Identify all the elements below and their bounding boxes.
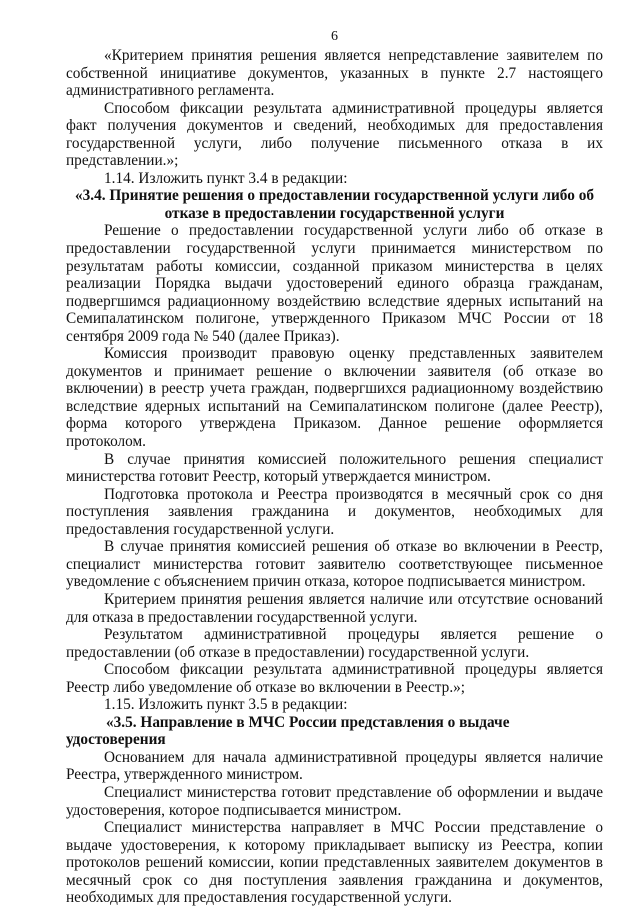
paragraph-submission-prep: Специалист министерства готовит представление об оформлении и выдаче удостоверения, которое подписывается министром. (66, 783, 603, 819)
paragraph-positive-decision: В случае принятия комиссией положительного решения специалист министерства готовит Реестр, который утверждается министром. (66, 450, 603, 486)
paragraph-result: Результатом административной процедуры является решение о предоставлении (об отказе в предоставлении) государственной услуги. (66, 626, 603, 661)
paragraph-item-1-15: 1.15. Изложить пункт 3.5 в редакции: (104, 696, 348, 714)
document-body (66, 47, 603, 907)
paragraph-decision: Решение о предоставлении государственной услуги либо об отказе в предоставлении государственной услуги принимается министерством по результатам работы комиссии, созданной приказом министерства в целях реализации Порядка выдачи удостоверений единого образца гражданам, подвергшимся радиационному воздействию вследствие ядерных испытаний на Семипалатинском полигоне, утвержденного Приказом МЧС России от 18 сентября 2009 года № 540 (далее Приказ). (66, 222, 603, 345)
paragraph-fixation-2: Способом фиксации результата административной процедуры является Реестр либо уведомление об отказе во включении в Реестр.»; (66, 661, 603, 696)
page-number: 6 (331, 29, 338, 44)
paragraph-refusal: В случае принятия комиссией решения об отказе во включении в Реестр, специалист министерства готовит заявителю соответствующее письменное уведомление с объяснением причин отказа, которое подписывается министром. (66, 538, 603, 591)
paragraph-fixation-1: Способом фиксации результата административной процедуры является факт получения документов и сведений, необходимых для предоставления государственной услуги, либо получение письменного отказа в их представлении.»; (66, 99, 603, 170)
paragraph-preparation: Подготовка протокола и Реестра производятся в месячный срок со дня поступления заявления гражданина и документов, необходимых для предоставления государственной услуги. (66, 485, 603, 538)
paragraph-item-1-14: 1.14. Изложить пункт 3.4 в редакции: (104, 169, 348, 187)
section-heading-3-4: «3.4. Принятие решения о предоставлении государственной услуги либо об отказе в предоставлении государственной услуги (74, 187, 595, 222)
paragraph-submission-send: Специалист министерства направляет в МЧС России представление о выдаче удостоверения, к которому прикладывает выписку из Реестра, копии протоколов решений комиссии, копии представленных заявителем документов в месячный срок со дня поступления заявления гражданина и документов, необходимых для предоставления государственной услуги. (66, 819, 603, 907)
paragraph-criterion-1: «Критерием принятия решения является непредставление заявителем по собственной инициативе документов, указанных в пункте 2.7 настоящего административного регламента. (66, 47, 603, 100)
paragraph-commission: Комиссия производит правовую оценку представленных заявителем документов и принимает решение о включении заявителя (об отказе во включении) в реестр учета граждан, подвергшихся радиационному воздействию вследствие ядерных испытаний на Семипалатинском полигоне (далее Реестр), форма которого утверждена Приказом. Данное решение оформляется протоколом. (66, 345, 603, 451)
paragraph-basis: Основанием для начала административной процедуры является наличие Реестра, утвержденного министром. (66, 748, 603, 784)
paragraph-criterion-2: Критерием принятия решения является наличие или отсутствие оснований для отказа в предоставлении государственной услуги. (66, 590, 603, 626)
section-heading-3-5: «3.5. Направление в МЧС России представления о выдаче удостоверения (66, 713, 510, 749)
